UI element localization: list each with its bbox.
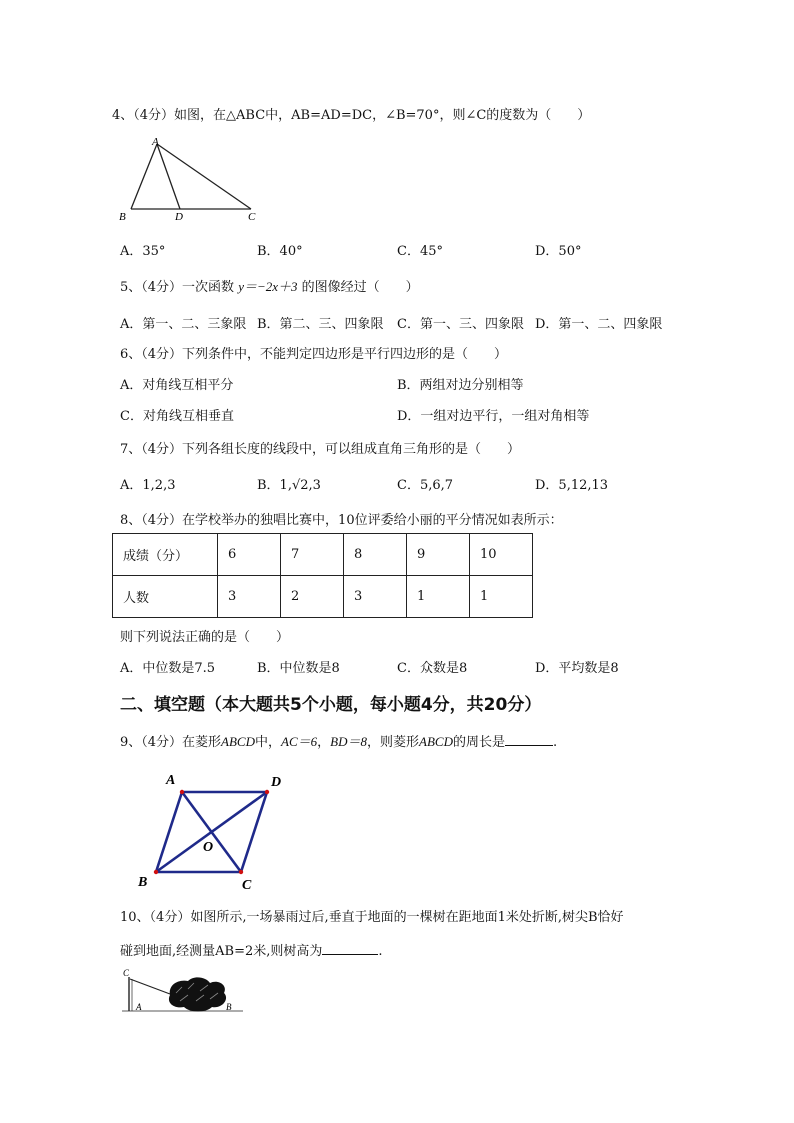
table-cell: 2 (281, 576, 344, 618)
table-cell: 3 (344, 576, 407, 618)
q6-option-b: B．两组对边分别相等 (397, 378, 524, 393)
q9-label-b: B (138, 875, 148, 890)
q5-option-d: D．第一、二、四象限 (535, 317, 663, 332)
q5-option-c: C．第一、三、四象限 (397, 317, 524, 332)
q5-formula: y＝−2x＋3 (238, 279, 298, 294)
q10-label-b: B (226, 1002, 232, 1012)
section-heading-fill-in: 二、填空题（本大题共5个小题，每小题4分，共20分） (120, 695, 542, 715)
q10-tree-crown (169, 977, 226, 1011)
q9-stem-part: 的周长是 (452, 735, 505, 750)
table-cell: 1 (470, 576, 533, 618)
q4-side-ab (131, 144, 157, 209)
q4-option-a: A．35° (120, 244, 166, 259)
table-cell: 7 (281, 534, 344, 576)
q9-label-c: C (242, 878, 252, 893)
q9-vertex-b (154, 870, 158, 874)
q9-answer-blank[interactable] (505, 745, 553, 746)
q6-option-c: C．对角线互相垂直 (120, 409, 234, 424)
q9-label-a: A (166, 773, 176, 788)
q9-abcd: ABCD (221, 734, 255, 749)
q5-option-a: A．第一、二、三象限 (120, 317, 247, 332)
table-cell: 6 (218, 534, 281, 576)
q9-stem-part: ，则菱形 (367, 735, 420, 750)
q4-option-b: B．40° (257, 244, 303, 259)
q10-broken-tree-figure (118, 965, 248, 1020)
q9-diagonal-bd (156, 792, 267, 872)
table-row (113, 534, 533, 576)
q5-stem (120, 276, 419, 295)
q4-side-ad (157, 144, 180, 209)
table-cell: 成绩（分） (113, 534, 218, 576)
q4-label-c: C (248, 211, 256, 223)
q7-stem: 7、（4分）下列各组长度的线段中，可以组成直角三角形的是（ ） (120, 442, 521, 457)
q6-stem: 6、（4分）下列条件中，不能判定四边形是平行四边形的是（ ） (120, 347, 508, 362)
q10-stem-end: . (378, 944, 383, 959)
q9-stem-end: . (552, 735, 558, 750)
q9-vertex-d (265, 790, 269, 794)
q8-option-b: B．中位数是8 (257, 661, 340, 676)
q9-vertex-c (239, 870, 243, 874)
q9-stem (120, 731, 557, 750)
q7-option-c: C．5,6,7 (397, 478, 454, 493)
table-cell: 人数 (113, 576, 218, 618)
q9-ac: AC＝6 (281, 734, 318, 749)
q9-label-d: D (271, 775, 282, 790)
q9-rhombus-figure (130, 765, 300, 895)
q8-option-c: C．众数是8 (397, 661, 468, 676)
q10-answer-blank[interactable] (322, 954, 378, 955)
q5-stem-prefix: 5、（4分）一次函数 (120, 280, 235, 295)
q9-abcd: ABCD (419, 734, 453, 749)
q5-stem-suffix: 的图像经过（ ） (301, 280, 419, 295)
q8-option-a: A．中位数是7.5 (120, 661, 216, 676)
q9-bd: BD＝8 (330, 734, 367, 749)
q10-label-c: C (123, 968, 130, 978)
table-cell: 8 (344, 534, 407, 576)
q4-side-ac (157, 144, 251, 209)
q6-option-a: A．对角线互相平分 (120, 378, 234, 393)
q8-stem: 8、（4分）在学校举办的独唱比赛中，10位评委给小丽的平分情况如表所示： (120, 513, 563, 528)
q10-stem-line1: 10、（4分）如图所示,一场暴雨过后,垂直于地面的一棵树在距地面1米处折断,树尖B恰好 (120, 910, 624, 925)
q10-label-a: A (136, 1002, 142, 1012)
table-row (113, 576, 533, 618)
q4-stem: 4、（4分）如图，在△ABC中，AB=AD=DC，∠B=70°，则∠C的度数为（ ） (112, 108, 591, 123)
q7-option-d: D．5,12,13 (535, 478, 609, 493)
q4-label-b: B (119, 211, 126, 223)
table-cell: 3 (218, 576, 281, 618)
q10-stem-line2 (120, 940, 383, 959)
q8-option-d: D．平均数是8 (535, 661, 619, 676)
table-cell: 1 (407, 576, 470, 618)
q9-label-o: O (203, 840, 214, 855)
q4-label-d: D (175, 211, 183, 223)
q10-stem-prefix: 碰到地面,经测量AB=2米,则树高为 (120, 944, 323, 959)
table-cell: 9 (407, 534, 470, 576)
q4-option-d: D．50° (535, 244, 582, 259)
table-cell: 10 (470, 534, 533, 576)
q4-label-a: A (152, 136, 159, 148)
q9-stem-part: 9、（4分）在菱形 (120, 735, 222, 750)
q4-triangle-figure (112, 134, 272, 226)
q9-stem-part: 中， (255, 735, 282, 750)
q9-stem-part: ， (317, 735, 331, 750)
q6-option-d: D．一组对边平行，一组对角相等 (397, 409, 590, 424)
q9-vertex-a (180, 790, 184, 794)
q8-score-table (112, 533, 533, 618)
q7-option-b: B．1,√2,3 (257, 478, 321, 493)
q4-option-c: C．45° (397, 244, 443, 259)
q7-option-a: A．1,2,3 (120, 478, 176, 493)
q5-option-b: B．第二、三、四象限 (257, 317, 384, 332)
q8-follow-text: 则下列说法正确的是（ ） (120, 630, 290, 645)
